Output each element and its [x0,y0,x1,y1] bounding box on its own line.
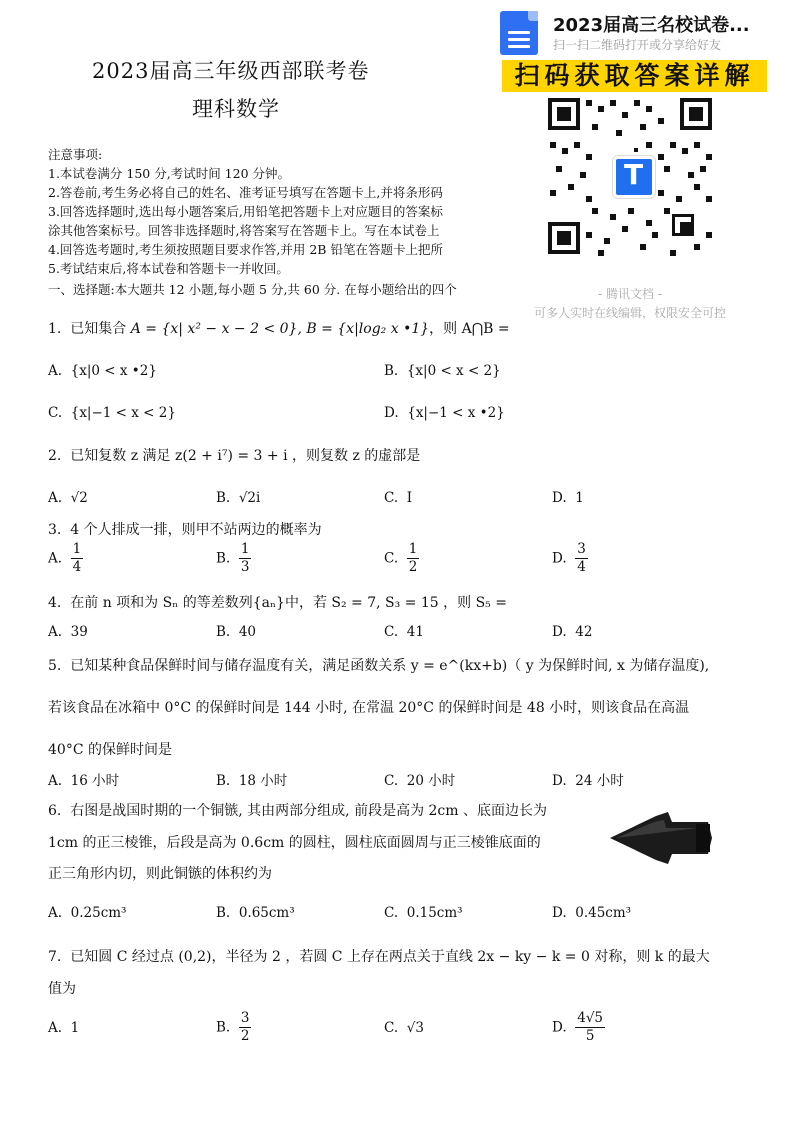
note-item: 1.本试卷满分 150 分,考试时间 120 分钟。 [48,166,291,181]
question-number: 2. [48,448,62,464]
question-5-line-3: 40°C 的保鲜时间是 [48,742,172,758]
share-banner-subtitle: 扫一扫二维码打开或分享给好友 [553,38,722,52]
question-6 [48,800,547,820]
option-d: D. $\frac{3}{4}$ [552,541,586,575]
option-c: C. 0.15cm³ [384,905,463,921]
option-b: B. {x|0 < x < 2} [384,363,501,379]
qr-finder-top-left [548,98,580,130]
note-item: 3.回答选择题时,选出每小题答案后,用铅笔把答题卡上对应题目的答案标 [48,204,443,219]
question-4 [48,592,507,612]
option-c: C. 41 [384,624,424,640]
question-text: 已知集合 [70,321,131,337]
question-2 [48,445,420,465]
option-d: D. {x|−1 < x •2} [384,405,505,421]
question-number: 4. [48,595,62,611]
question-text: 已知复数 z 满足 z(2 + i⁷) = 3 + i ，则复数 z 的虚部是 [70,448,421,464]
note-item: 2.答卷前,考生务必将自己的姓名、准考证号填写在答题卡上,并将条形码 [48,185,443,200]
question-number: 5. [48,658,62,674]
option-d: D. 1 [552,490,584,506]
bronze-arrowhead-figure [608,808,714,868]
option-b: B. 40 [216,624,256,640]
question-text: ，则 A⋂B = [429,321,510,337]
exam-title: 2023届高三年级西部联考卷 [92,59,370,83]
option-c: C. {x|−1 < x < 2} [48,405,176,421]
question-6-line-3: 正三角形内切，则此铜镞的体积约为 [48,866,272,882]
option-a: A. 39 [48,624,88,640]
option-a: A. 16 小时 [48,773,120,789]
option-b: B. 18 小时 [216,773,288,789]
question-3 [48,519,322,539]
watermark-tagline: 可多人实时在线编辑，权限安全可控 [533,306,726,320]
option-c: C. $\frac{1}{2}$ [384,541,418,575]
option-c: C. I [384,490,413,506]
tencent-docs-logo: T [613,156,655,198]
qr-alignment-mark [672,214,694,236]
option-d: D. 24 小时 [552,773,624,789]
option-d: D. 42 [552,624,593,640]
section-heading: 一、选择题:本大题共 12 小题,每小题 5 分,共 60 分. 在每小题给出的四个 [48,282,457,297]
question-text: 在前 n 项和为 Sₙ 的等差数列{aₙ}中，若 S₂ = 7, S₃ = 15 ，则 S₅ = [70,595,507,611]
option-c: C. √3 [384,1020,424,1036]
note-item: 5.考试结束后,将本试卷和答题卡一并收回。 [48,261,289,276]
note-item: 涂其他答案标号。回答非选择题时,将答案写在答题卡上。写在本试卷上 [48,223,440,238]
question-7-line-2: 值为 [48,981,76,997]
option-b: B. √2i [216,490,261,506]
share-banner-title[interactable]: 2023届高三名校试卷... [553,15,750,36]
option-a: A. 1 [48,1020,80,1036]
option-b: B. 0.65cm³ [216,905,295,921]
question-text: 已知某种食品保鲜时间与储存温度有关，满足函数关系 y = e^(kx+b)（ y 为保鲜时间, x 为储存温度), [70,658,710,674]
question-number: 6. [48,803,62,819]
question-1 [48,318,510,338]
question-number: 1. [48,321,62,337]
question-5 [48,655,709,675]
note-item: 4.回答选考题时,考生须按照题目要求作答,并用 2B 铅笔在答题卡上把所 [48,242,443,257]
option-d: D. $\frac{4√5}{5}$ [552,1010,604,1044]
question-7 [48,946,710,966]
option-a: A. {x|0 < x •2} [48,363,157,379]
document-icon[interactable] [500,11,538,55]
option-b: B. $\frac{1}{3}$ [216,541,250,575]
option-c: C. 20 小时 [384,773,456,789]
notes-heading: 注意事项: [48,147,103,162]
scan-answer-banner[interactable]: 扫码获取答案详解 [502,60,767,92]
question-text: 右图是战国时期的一个铜镞, 其由两部分组成, 前段是高为 2cm 、底面边长为 [70,803,547,819]
question-6-line-2: 1cm 的正三棱锥，后段是高为 0.6cm 的圆柱，圆柱底面圆周与正三棱锥底面的 [48,835,541,851]
option-d: D. 0.45cm³ [552,905,632,921]
option-a: A. √2 [48,490,88,506]
exam-subject: 理科数学 [192,97,280,121]
question-number: 3. [48,522,62,538]
question-text: 已知圆 C 经过点 (0,2)，半径为 2 ，若圆 C 上存在两点关于直线 2x − ky − k = 0 对称，则 k 的最大 [70,949,710,965]
option-a: A. 0.25cm³ [48,905,127,921]
qr-finder-top-right [680,98,712,130]
option-a: A. $\frac{1}{4}$ [48,541,82,575]
question-text: 4 个人排成一排，则甲不站两边的概率为 [70,522,322,538]
qr-code[interactable] [546,96,714,256]
question-5-line-2: 若该食品在冰箱中 0°C 的保鲜时间是 144 小时, 在常温 20°C 的保鲜时间是 48 小时，则该食品在高温 [48,700,690,716]
option-b: B. $\frac{3}{2}$ [216,1010,250,1044]
set-definition: A = {x| x² − x − 2 < 0}, B = {x|log₂ x •1} [130,321,430,337]
qr-finder-bottom-left [548,222,580,254]
watermark-brand: - 腾讯文档 - [597,287,663,301]
question-number: 7. [48,949,62,965]
